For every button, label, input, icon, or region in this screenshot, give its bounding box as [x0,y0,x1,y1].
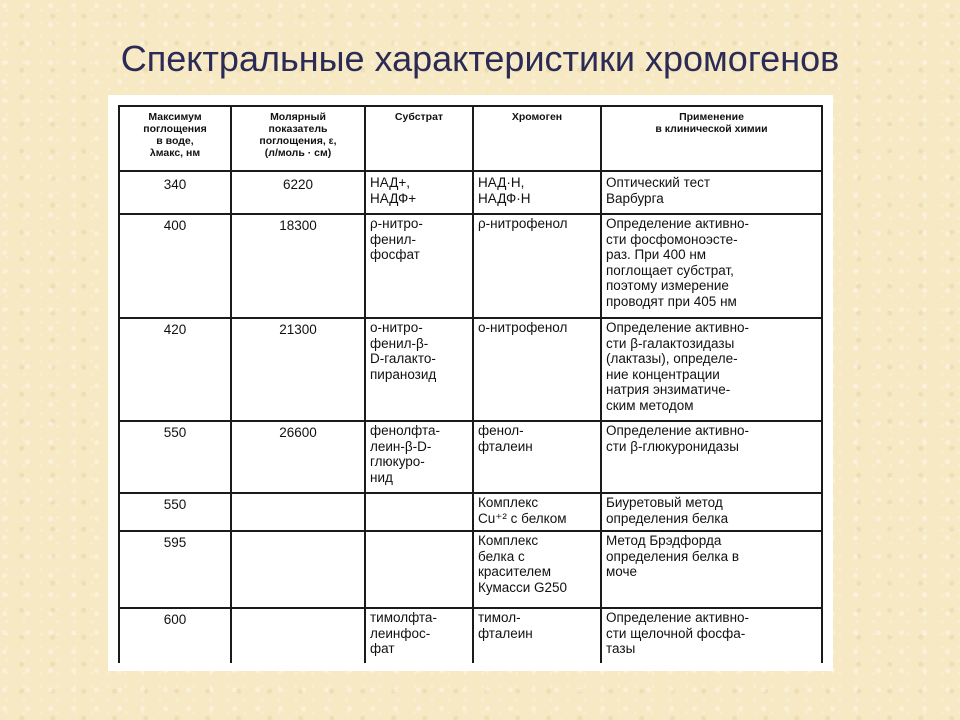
table-cell: 600 [163,612,187,627]
table-cell: 18300 [279,218,317,233]
table-cell: 340 [163,177,187,192]
table-cell: НАД+, НАДФ+ [370,175,417,206]
table-rule [118,105,120,663]
table-cell: Биуретовый метод определения белка [606,495,729,526]
table-cell: фенол- фталеин [478,423,533,454]
table-rule [600,105,602,663]
table-cell: 550 [163,497,187,512]
table-cell: Оптический тест Варбурга [606,175,711,206]
table-rule [472,105,474,663]
table-rule [118,420,823,422]
table-cell: тимолфта- леинфос- фат [370,610,437,656]
table-cell: Определение активно- сти щелочной фосфа- тазы [606,610,750,656]
table-cell: о-нитро- фенил-β- D-галакто- пиранозид [370,320,437,382]
table-cell: ρ-нитро- фенил- фосфат [370,216,423,262]
table-cell: о-нитрофенол [478,320,568,335]
table-cell: 420 [163,322,187,337]
table-rule [118,317,823,319]
table-cell: фенолфта- леин-β-D- глюкуро- нид [370,423,441,485]
table-cell: тимол- фталеин [478,610,533,641]
table-rule [118,105,823,107]
table-header: Субстрат [394,111,444,123]
table-cell: 400 [163,218,187,233]
table-rule [118,607,823,609]
table-cell: НАД·Н, НАДФ·Н [478,175,531,206]
table-rule [821,105,823,663]
table-header: Максимум поглощения в воде, λмакс, нм [143,111,207,159]
table-cell: 550 [163,425,187,440]
table-header: Молярный показатель поглощения, ε, (л/моль · см) [259,111,337,159]
table-cell: Определение активно- сти фосфомоноэсте- раз. При 400 нм поглощает субстрат, поэтому измерение проводят при 405 нм [606,216,750,309]
table-header: Применение в клинической химии [655,111,768,135]
table-cell: 21300 [279,322,317,337]
table-rule [364,105,366,663]
table-header: Хромоген [511,111,563,123]
table-cell: 595 [163,535,187,550]
table-rule [118,170,823,172]
table-cell: Определение активно- сти β-глюкуронидазы [606,423,750,454]
slide-title: Спектральные характеристики хромогенов [120,38,840,79]
table-cell: ρ-нитрофенол [478,216,568,231]
table-rule [230,105,232,663]
scanned-table [108,95,833,671]
table-rule [118,213,823,215]
table-rule [118,492,823,494]
table-cell: Комплекс белка с красителем Кумасси G250 [478,533,568,595]
table-cell: 26600 [279,425,317,440]
table-cell: Определение активно- сти β-галактозидазы (лактазы), определе- ние концентрации натрия энзиматиче- ским методом [606,320,750,413]
table-cell: 6220 [282,177,314,192]
table-rule [118,530,823,532]
table-cell: Комплекс Cu⁺² с белком [478,495,567,526]
table-cell: Метод Брэдфорда определения белка в моче [606,533,740,579]
